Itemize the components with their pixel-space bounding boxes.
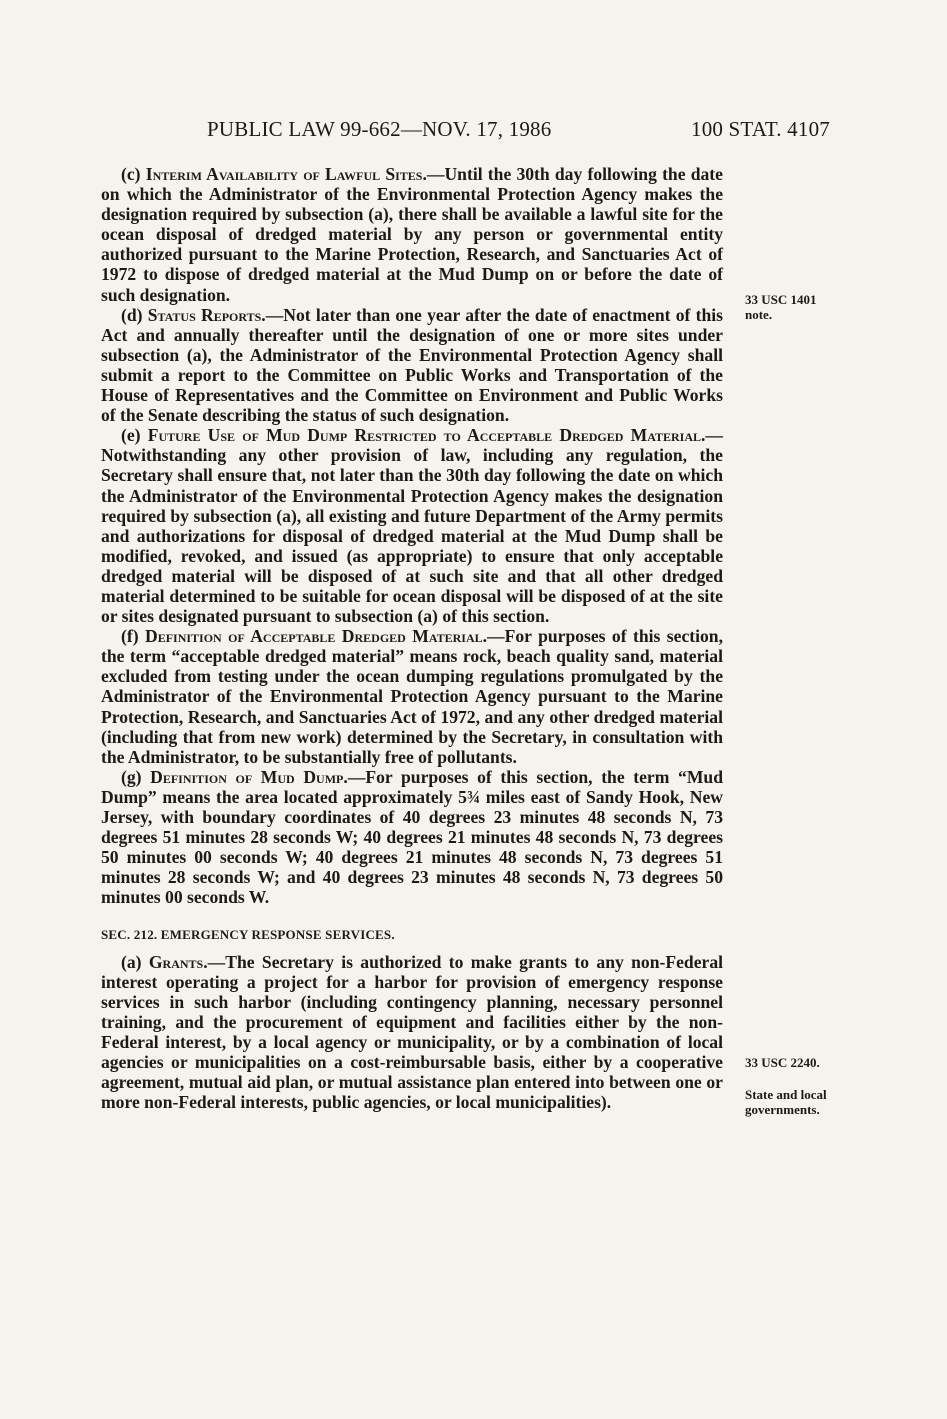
- section-212-a-heading: Grants.: [148, 951, 208, 972]
- header-stat-page: 100 STAT. 4107: [691, 117, 830, 141]
- margin-note-state-local: [745, 1087, 855, 1117]
- paragraph-g-text: —For purposes of this section, the term “Mud Dump” means the area located approximately 5¾ miles east of Sandy Hook, New Jersey, with boundary coordinates of 40 degrees 23 minutes 48 seconds N, 73 degrees 51 minutes 28 seconds W; 40 degrees 21 minutes 48 seconds N, 73 degrees 50 minutes 00 seconds W; 40 degrees 21 minutes 48 seconds N, 73 degrees 51 minutes 28 seconds W; and 40 degrees 23 minutes 48 seconds N, 73 degrees 50 minutes 00 seconds W.: [101, 766, 723, 908]
- paragraph-c-label: (c): [121, 164, 146, 184]
- section-212-heading: SEC. 212. EMERGENCY RESPONSE SERVICES.: [101, 927, 395, 943]
- paragraph-d-text: —Not later than one year after the date of enactment of this Act and annually thereafter until the designation of one or more sites under subsection (a), the Administrator of the Environmental Protection Agency shall submit a report to the Committee on Public Works and Transportation of the House of Representatives and the Committee on Environment and Public Works of the Senate describing the status of such designation.: [101, 304, 723, 426]
- paragraph-c-heading: Interim Availability of Lawful Sites.: [145, 164, 427, 184]
- body-text: [101, 164, 723, 1112]
- paragraph-d-label: (d): [121, 304, 148, 325]
- margin-note-state-local-line1: State and local: [745, 1087, 827, 1102]
- paragraph-g-label: (g): [121, 766, 151, 787]
- margin-note-usc-1401-line2: note.: [745, 307, 773, 322]
- paragraph-g-heading: Definition of Mud Dump.: [150, 766, 348, 787]
- section-212-a-text: —The Secretary is authorized to make grants to any non-Federal interest operating a project for a harbor for provision of emergency response services in such harbor (including contingency planning, necessary personnel training, and the procurement of equipment and facilities either by the non-Federal interest, by a local agency or municipality, or by a combination of local agencies or municipalities on a cost-reimbursable basis, either by a cooperative agreement, mutual aid plan, or mutual assistance plan entered into between one or more non-Federal interests, public agencies, or local municipalities).: [101, 951, 724, 1113]
- paragraph-f-text: —For purposes of this section, the term “acceptable dredged material” means rock, beach quality sand, material excluded from testing under the ocean dumping regulations promulgated by the Administrator of the Environmental Protection Agency pursuant to the Marine Protection, Research, and Sanctuaries Act of 1972, and any other dredged material (including that from new work) determined by the Secretary, in consultation with the Administrator, to be substantially free of pollutants.: [101, 626, 723, 767]
- paragraph-f-heading: Definition of Acceptable Dredged Material.: [144, 626, 488, 647]
- margin-note-usc-2240: 33 USC 2240.: [745, 1055, 820, 1070]
- paragraph-f: [101, 626, 723, 767]
- paragraph-e: [101, 425, 723, 626]
- section-212-a-label: (a): [121, 951, 149, 972]
- paragraph-d: [101, 305, 723, 426]
- header-law-citation: PUBLIC LAW 99-662—NOV. 17, 1986: [207, 117, 552, 141]
- paragraph-c-text: —Until the 30th day following the date on which the Administrator of the Environmental Protection Agency makes the designation required by subsection (a), there shall be available a lawful site for the ocean disposal of dredged material by any person or governmental entity authorized pursuant to the Marine Protection, Research, and Sanctuaries Act of 1972 to dispose of dredged material at the Mud Dump on or before the date of such designation.: [101, 164, 723, 305]
- paragraph-e-text: —Notwithstanding any other provision of law, including any regulation, the Secretary shall ensure that, not later than the 30th day following the date on which the Administrator of the Environmental Protection Agency makes the designation required by subsection (a), all existing and future Department of the Army permits and authorizations for disposal of dredged material at the Mud Dump shall be modified, revoked, and issued (as appropriate) to ensure that only acceptable dredged material will be disposed of at such site and that all other dredged material determined to be suitable for ocean disposal will be disposed of at the site or sites designated pursuant to subsection (a) of this section.: [101, 425, 723, 627]
- section-212-paragraph-a: [101, 952, 723, 1113]
- paragraph-f-label: (f): [121, 626, 145, 647]
- paragraph-d-heading: Status Reports.: [147, 304, 266, 325]
- paragraph-g: [101, 767, 723, 908]
- margin-note-usc-1401: [745, 292, 855, 322]
- margin-note-usc-1401-line1: 33 USC 1401: [745, 292, 817, 307]
- paragraph-e-label: (e): [121, 425, 148, 446]
- paragraph-c: [101, 164, 723, 305]
- paragraph-e-heading: Future Use of Mud Dump Restricted to Acceptable Dredged Material.: [147, 425, 706, 446]
- margin-note-state-local-line2: governments.: [745, 1102, 820, 1117]
